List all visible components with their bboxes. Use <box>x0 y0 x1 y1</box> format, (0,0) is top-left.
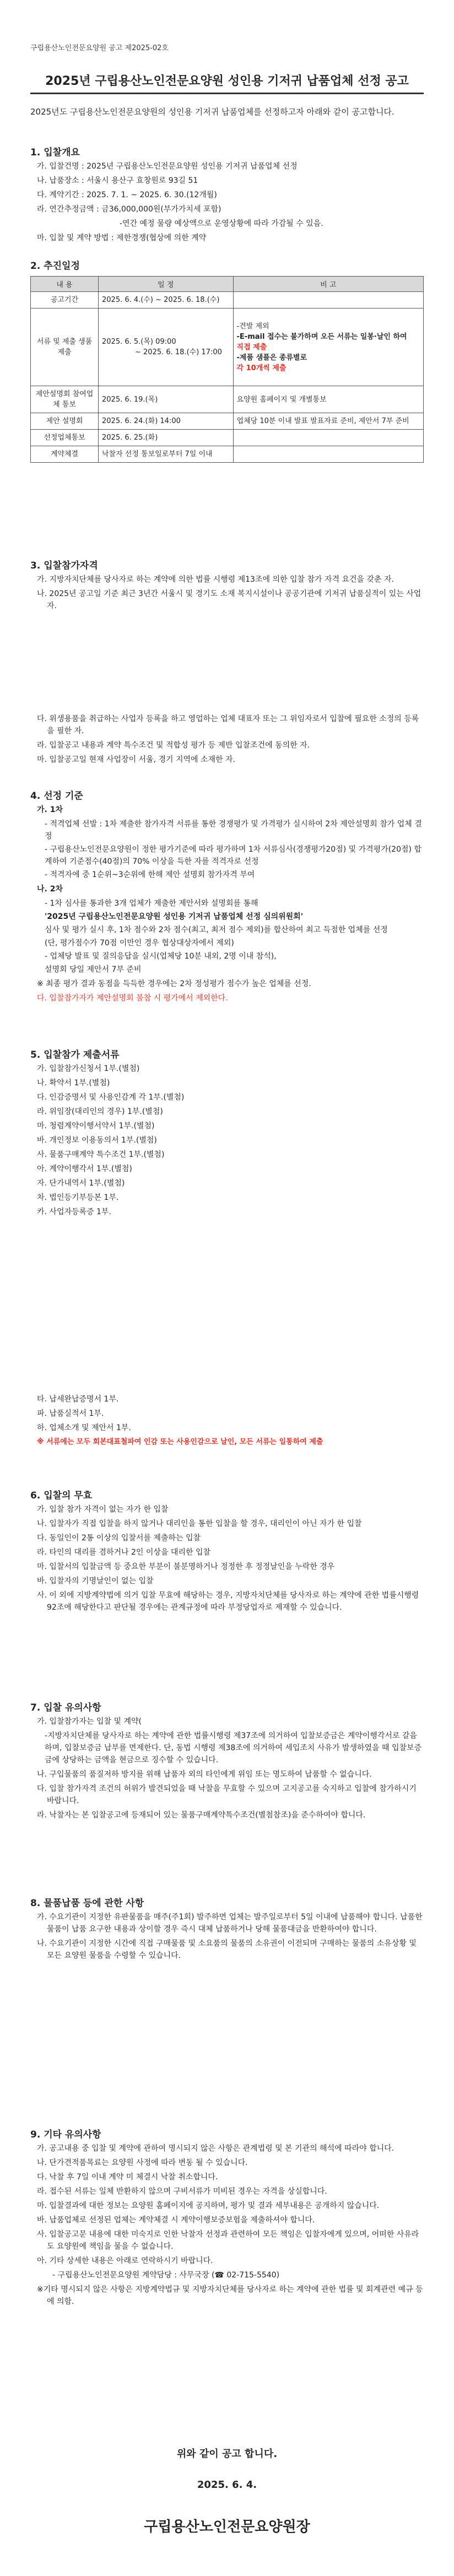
list-item: 나. 2025년 공고일 기준 최근 3년간 서울시 및 경기도 소재 복지시설이나 공공기관에 기저귀 납품실적이 있는 사업자. <box>37 589 421 610</box>
list-item: - 1차 심사를 통과한 3개 업체가 제출한 제안서와 설명회를 통해 <box>45 899 258 908</box>
list-item: -연간 예정 물량 예상액으로 운영상황에 따라 가감될 수 있음. <box>120 219 323 228</box>
section-overview <box>30 144 424 246</box>
list-item: '2025년 구립용산노인전문요양원 성인용 기저귀 납품업체 선정 심의위원회' <box>45 912 303 921</box>
note-text: ※ 서류에는 모두 회본대표철파여 인감 또는 사용인감으로 날인, 모든 서류는 일통하여 제출 <box>37 1438 323 1446</box>
section-heading: 6. 입찰의 무효 <box>30 1490 93 1501</box>
schedule-table <box>30 276 424 463</box>
table-cell: 서류 및 제출 생품 제출 <box>31 309 99 386</box>
list-item: 하. 업체소개 및 제안서 1부. <box>37 1424 131 1432</box>
table-row <box>31 386 424 413</box>
list-item: 바. 납품업체로 선정된 업체는 계약체결 시 계약이행보증보험을 제출하셔야 합니다. <box>37 2216 315 2225</box>
page-title: 2025년 구립용산노인전문요양원 성인용 기저귀 납품업체 선정 공고 <box>30 72 424 94</box>
table-cell: 계약체결 <box>31 446 99 463</box>
note-line: -E-mail 접수는 불가하며 오든 서류는 일봉·날인 하여 <box>236 332 407 341</box>
table-cell: 2025. 6. 25.(화) <box>99 430 234 446</box>
table-cell: 요양원 홈페이지 및 개별통보 <box>233 386 423 413</box>
intro-text: 2025년도 구립용산노인전문요양원의 성인용 기저귀 납품업체를 선정하고자 아래와 같이 공고합니다. <box>30 107 394 117</box>
list-item: 마. 청렴계약이행서약서 1부.(별첨) <box>37 1122 155 1130</box>
table-cell <box>233 292 423 309</box>
schedule-start: 2025. 6. 5.(목) 09:00 <box>102 338 176 346</box>
note-line: 각 10개씩 제출 <box>236 364 287 372</box>
table-cell <box>233 430 423 446</box>
table-header-row <box>31 277 424 292</box>
list-item: 나. 수요기관이 지정한 시간에 직접 구매물품 및 소요품의 물품의 소유권이 이전되며 구매하는 물품의 소유상황 및 모든 요양원 물품을 수령할 수 있습니다. <box>37 1939 417 1960</box>
table-cell: 제안 설명회 <box>31 413 99 430</box>
table-row <box>31 413 424 430</box>
list-item: - 업체당 발표 및 질의응답을 실시(업체당 10분 내외, 2명 이내 참석), <box>45 952 277 961</box>
note-line: 직접 제출 <box>236 343 267 351</box>
list-item: 다. 동일인이 2통 이상의 입찰서를 제출하는 입찰 <box>37 1534 201 1543</box>
note-text: ※ 최종 평가 결과 동점을 득득한 경우에는 2차 정성평가 점수가 높은 업체를 선정. <box>37 979 311 988</box>
list-item: 라. 연간추정금액 : 금36,000,000원(부가가치세 포함) <box>37 205 221 214</box>
list-item: 라. 타인의 대리를 겸하거나 2인 이상을 대리한 입찰 <box>37 1548 210 1557</box>
table-cell <box>233 309 423 386</box>
section-heading: 5. 입찰참가 제출서류 <box>30 1049 120 1060</box>
list-item: - 적격자에 중 1순위~3순위에 한해 제안 설명회 참가자격 부여 <box>45 870 255 879</box>
table-cell <box>233 446 423 463</box>
list-item: - 적격업체 선발 : 1차 제출한 참가자격 서류를 통한 경쟁평가 및 가격평가 실시하여 2차 제안설명회 참가 업체 결정 <box>45 820 422 841</box>
list-item: 가. 입찰참가신청서 1부.(별첨) <box>37 1064 140 1073</box>
section-other <box>30 2126 424 2310</box>
list-item: 가. 공고내용 중 입찰 및 계약에 관하여 명시되지 않은 사항은 관계법령 및 본 기관의 해석에 따라야 합니다. <box>37 2144 394 2153</box>
list-item: 나. 구입물품의 품질저하 방지를 위해 납품자 외의 타인에게 위임 또는 명도하여 납품할 수 없습니다. <box>37 1770 372 1779</box>
list-item: 나. 입찰자가 직접 입찰을 하지 않거나 대리인을 통한 입찰을 할 경우, 대리인이 아닌 자가 한 입찰 <box>37 1519 362 1528</box>
list-item: 사. 이 외에 지방계약법에 의거 입찰 무효에 해당하는 경우, 지방자치단체를 당사자로 하는 계약에 관한 법률시행령 92조에 해당한다고 판단될 경우에는 관계규정에 따라 부정당업자로 제재할 수 있습니다. <box>37 1591 419 1612</box>
list-item: 마. 입찰공고일 현재 사업장이 서울, 경기 지역에 소재한 자. <box>37 755 236 764</box>
list-item: 라. 접수된 서류는 일체 반환하지 않으며 구비서류가 미비된 경우는 자격을 상실합니다. <box>37 2187 327 2196</box>
list-item: 다. 낙찰 후 7일 이내 계약 미 체결시 낙찰 취소합니다. <box>37 2173 218 2182</box>
list-item: 나. 확약서 1부.(별첨) <box>37 1079 110 1087</box>
table-cell: 낙찰자 선정 통보일로부터 7일 이내 <box>99 446 234 463</box>
table-row <box>31 446 424 463</box>
section-heading: 2. 추진일정 <box>30 261 80 272</box>
contact-line: - 구립용산노인전문요양원 계약담당 : 사무국장 (☎ 02-715-5540) <box>52 2271 280 2280</box>
schedule-end: ~ 2025. 6. 18.(수) 17:00 <box>135 348 222 356</box>
table-cell: 선정업체통보 <box>31 430 99 446</box>
section-heading: 4. 선정 기준 <box>30 791 83 802</box>
section-heading: 7. 입찰 유의사항 <box>30 1702 101 1713</box>
doc-number: 구립용산노인전문요양원 공고 제2025-02호 <box>30 44 169 52</box>
section-documents-cont <box>30 1391 424 1451</box>
list-item: 라. 입찰공고 내용과 계약 특수조건 및 적합성 평가 등 제반 입찰조건에 동의한 자. <box>37 741 310 750</box>
section-eligibility-cont <box>30 711 424 768</box>
list-item: 라. 위임장(대리인의 경우) 1부.(별첨) <box>37 1107 163 1116</box>
section-heading: 1. 입찰개요 <box>30 147 80 158</box>
list-item: 아. 계약이행각서 1부.(별첨) <box>37 1165 132 1173</box>
section-invalid <box>30 1487 424 1616</box>
sub-heading: 나. 2차 <box>37 885 63 894</box>
list-item: (단, 평가점수가 70점 이만인 경우 협상대상자에서 제외) <box>45 939 234 948</box>
closing-line: 위와 같이 공고 합니다. <box>176 2448 278 2460</box>
list-item: 가. 지방자치단체를 당사자로 하는 계약에 의한 법률 시행령 제13조에 의한 입찰 참가 자격 요건을 갖춘 자. <box>37 575 394 584</box>
list-item: 사. 물품구매계약 특수조건 1부.(별첨) <box>37 1150 165 1159</box>
list-item: 다. 인감증명서 및 사용인감계 각 1부.(별첨) <box>37 1093 185 1102</box>
closing-date: 2025. 6. 4. <box>197 2479 257 2491</box>
closing-org: 구립용산노인전문요양원장 <box>144 2519 310 2535</box>
section-heading: 9. 기타 유의사항 <box>30 2129 101 2140</box>
list-item: 바. 개인정보 이용동의서 1부.(별첨) <box>37 1136 157 1145</box>
list-item: 바. 입찰자의 기명날인이 없는 입찰 <box>37 1577 154 1585</box>
table-cell: 2025. 6. 4.(수) ~ 2025. 6. 18.(수) <box>99 292 234 309</box>
list-item: 심사 및 평가 실시 후, 1차 점수와 2차 점수(최고, 최저 점수 제외)를 합산하여 최고 득점한 업체를 선정 <box>45 926 388 934</box>
list-item: 자. 단가내역서 1부.(별첨) <box>37 1179 125 1188</box>
table-header: 일 정 <box>99 277 234 292</box>
list-item: 가. 입찰 참가 자격이 없는 자가 한 입찰 <box>37 1505 169 1514</box>
list-item: 가. 입찰건명 : 2025년 구립용산노인전문요양원 성인용 기저귀 납품업체 선정 <box>37 162 298 171</box>
table-cell <box>99 309 234 386</box>
table-row <box>31 430 424 446</box>
list-item: 차. 법인등기부등본 1부. <box>37 1193 119 1202</box>
table-cell: 2025. 6. 24.(화) 14:00 <box>99 413 234 430</box>
section-delivery <box>30 1895 424 1964</box>
list-item: 사. 입찰공고문 내용에 대한 미숙지로 인한 낙찰자 선정과 관련하여 모든 책임은 입찰자에게 있으며, 어떠한 사유라도 요양원에 책임을 물을 수 없습니다. <box>37 2230 419 2251</box>
list-item: 라. 낙찰자는 본 입찰공고에 등재되어 있는 물품구매계약특수조건(별첨참조)을 준수하여야 합니다. <box>37 1811 366 1820</box>
list-item: -지방자치단체를 당사자로 하는 계약에 관한 법률시행령 제37조에 의거하여 입찰보증금은 계약이행각서로 갈음하며, 입찰보증금 납부를 면제한다. 단, 동법 시행령 제38조에 의거하여 세입조치 사유가 발생하였을 때 입찰보증금에 상당하는 금액을 현금으로 징수할 수 있습니다. <box>45 1731 422 1765</box>
table-header: 비 고 <box>233 277 423 292</box>
list-item: - 구립용산노인전문요양원이 정한 평가기준에 따라 평가하며 1차 서류심사(경쟁평가20점) 및 가격평가(20점) 합계하여 기준점수(40점)의 70% 이상을 득한 자를 적격자로 선정 <box>45 845 421 866</box>
list-item: 설명회 당일 제안서 7부 준비 <box>45 965 142 974</box>
section-schedule <box>30 258 424 463</box>
list-item: 파. 납품실적서 1부. <box>37 1409 104 1418</box>
section-cautions <box>30 1700 424 1823</box>
section-heading: 3. 입찰참가자격 <box>30 560 98 571</box>
section-heading: 8. 물품납품 등에 관한 사항 <box>30 1898 144 1909</box>
table-row <box>31 292 424 309</box>
note-text: 다. 입찰참가자가 제안설명회 불참 시 평가에서 제외한다. <box>37 994 228 1003</box>
section-documents <box>30 1047 424 1220</box>
note-text: ※기타 명시되지 않은 사항은 지방계약법규 및 지방자치단체를 당사자로 하는 계약에 관한 법률 및 회계관련 예규 등에 의함. <box>37 2285 423 2306</box>
list-item: 다. 계약기간 : 2025. 7. 1. ~ 2025. 6. 30.(12개월) <box>37 191 217 199</box>
table-cell: 공고기간 <box>31 292 99 309</box>
list-item: 다. 입찰 참가자격 조건의 허위가 발견되었을 때 낙찰을 무효할 수 있으며 고지공고를 숙지하고 입찰에 참가하시기 바랍니다. <box>37 1784 417 1805</box>
list-item: 카. 사업자등록증 1부. <box>37 1208 111 1216</box>
list-item: 가. 입찰참가자는 입찰 및 계약( <box>37 1717 142 1726</box>
section-criteria <box>30 788 424 1006</box>
section-eligibility <box>30 558 424 614</box>
list-item: 다. 위생용품을 취급하는 사업자 등록을 하고 영업하는 업체 대표자 또는 그 위임자로서 입찰에 필요한 소정의 등록을 필한 자. <box>37 715 419 735</box>
table-header: 내 용 <box>31 277 99 292</box>
note-line: -견발 제외 <box>236 322 269 331</box>
list-item: 나. 납품장소 : 서울시 용산구 효창원로 93길 51 <box>37 176 198 185</box>
list-item: 마. 입찰결과에 대한 정보는 요양원 홈페이지에 공지하며, 평가 및 결과 세부내용은 공개하지 않습니다. <box>37 2201 380 2210</box>
list-item: 마. 입찰 및 계약 방법 : 제한경쟁(협상에 의한 계약 <box>37 234 207 242</box>
list-item: 마. 입찰서의 입찰금액 등 중요한 부분이 불분명하거나 정정한 후 정정날인을 누락한 경우 <box>37 1562 335 1571</box>
table-cell: 업체당 10분 이내 발표 발표자료 준비, 제안서 7부 준비 <box>233 413 423 430</box>
table-row <box>31 309 424 386</box>
list-item: 나. 단가견적품목료는 요양원 사정에 따라 변동 될 수 있습니다. <box>37 2158 248 2167</box>
list-item: 가. 수요기관이 지정한 유판물품을 매주(주1회) 발주하면 업체는 발주일로부터 5일 이내에 납품해야 합니다. 납품한 물품이 납품 요구한 내용과 상이할 경우 즉시 대체 납품하거나 당해 물품대금을 반환하여야 합니다. <box>37 1913 423 1934</box>
list-item: 타. 납세완납증명서 1부. <box>37 1395 119 1404</box>
table-cell: 제안설명회 참여업체 통보 <box>31 386 99 413</box>
table-cell: 2025. 6. 19.(목) <box>99 386 234 413</box>
sub-heading: 가. 1차 <box>37 805 63 814</box>
list-item: 아. 기타 상세한 내용은 아래로 연락하시기 바랍니다. <box>37 2256 213 2265</box>
note-line: -제품 샘플은 종류별로 <box>236 353 307 362</box>
